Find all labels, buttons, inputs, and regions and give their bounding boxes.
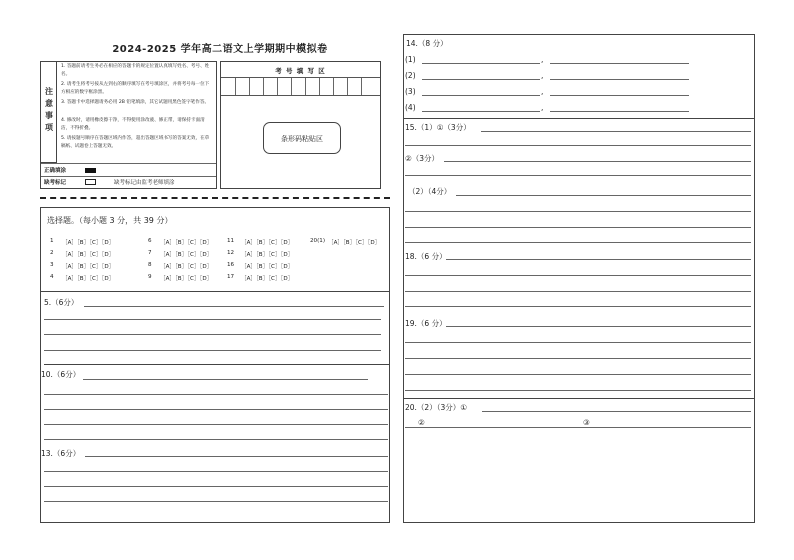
notice-label-column <box>41 62 57 163</box>
absent-label: 缺考标记 <box>44 180 67 186</box>
sub-question-label: (1) <box>405 55 416 64</box>
notice-label <box>43 86 55 134</box>
sub-question-label: (4) <box>405 103 416 112</box>
choice-options[interactable]: ［A］［B］［C］［D］ <box>62 264 115 270</box>
notice-item: 2. 请考生将考号按从左到右的顺序填写在考号填涂区，并将考号每一位下方相应的数字框涂黑。 <box>61 82 210 96</box>
choice-options[interactable]: ［A］［B］［C］［D］ <box>160 276 213 282</box>
question-label: 18.（6 分） <box>405 252 447 261</box>
notice-item: 3. 答题卡中选择题请务必用 2B 铅笔填涂，其它试题用黑色签字笔作答。 <box>61 100 210 105</box>
choice-item-num: 4 <box>50 274 54 280</box>
absent-checkbox[interactable] <box>85 179 96 185</box>
choice-options[interactable]: ［A］［B］［C］［D］ <box>62 276 115 282</box>
choice-options[interactable]: ［A］［B］［C］［D］ <box>160 264 213 270</box>
question-label: 10.（6分） <box>41 370 81 379</box>
choice-options[interactable]: ［A］［B］［C］［D］ <box>241 276 294 282</box>
correct-fill-sample <box>85 168 96 173</box>
choice-options[interactable]: ［A］［B］［C］［D］ <box>62 252 115 258</box>
cut-line <box>40 197 390 199</box>
choice-item-num: 17 <box>227 274 235 280</box>
comma: , <box>541 103 544 112</box>
choice-item-num: 3 <box>50 262 54 268</box>
choice-item-num: 8 <box>148 262 152 268</box>
choice-options[interactable]: ［A］［B］［C］［D］ <box>241 240 294 246</box>
notice-label-char: 意 <box>45 99 53 108</box>
correct-fill-label: 正确填涂 <box>44 168 67 174</box>
choice-item-num: 9 <box>148 274 152 280</box>
choice-item-num: 11 <box>227 238 235 244</box>
exam-id-title: 考 号 填 写 区 <box>275 67 326 75</box>
comma: , <box>541 87 544 96</box>
choice-item-num: 12 <box>227 250 235 256</box>
sub-question-label: ②（3分） <box>405 154 439 163</box>
choice-options[interactable]: ［A］［B］［C］［D］ <box>241 252 294 258</box>
notice-label-char: 注 <box>45 87 53 96</box>
choice-options[interactable]: ［A］［B］［C］［D］ <box>160 240 213 246</box>
choice-options[interactable]: ［A］［B］［C］［D］ <box>160 252 213 258</box>
notice-item: 4. 修改时，请用橡皮擦干净，不得使用涂改液、修正带，请保持卡面清洁，不得折叠。 <box>61 118 205 132</box>
choice-item-num: 16 <box>227 262 235 268</box>
choice-item-num: 6 <box>148 238 152 244</box>
choice-options[interactable]: ［A］［B］［C］［D］ <box>62 240 115 246</box>
sub-question-label: (2) <box>405 71 416 80</box>
notice-label-char: 事 <box>45 111 53 120</box>
choice-item-num: 20(1) <box>310 238 326 244</box>
sub-question-label: (3) <box>405 87 416 96</box>
question-label: 13.（6分） <box>41 449 81 458</box>
barcode-area <box>263 122 341 154</box>
absent-note: 缺考标记由监考老师填涂 <box>114 180 175 186</box>
notice-item: 5. 请按题号顺序在答题区域内作答，超出答题区域书写的答案无效，在草稿纸、试题卷上答题无效。 <box>61 136 210 150</box>
question-label: 5.（6分） <box>44 298 79 307</box>
exam-id-grid[interactable] <box>221 77 380 96</box>
sub-question-label: ② <box>418 418 425 427</box>
sub-question-label: （2）（4分） <box>408 187 452 196</box>
exam-id-box <box>220 61 381 189</box>
choice-options[interactable]: ［A］［B］［C］［D］ <box>328 240 381 246</box>
comma: , <box>541 55 544 64</box>
sub-question-label: ③ <box>583 418 590 427</box>
choice-item-num: 1 <box>50 238 54 244</box>
notice-item: 1. 答题前请考生务必在相应的答题卡的规定位置认真填写姓名、考号、姓名。 <box>61 64 210 78</box>
choice-item-num: 7 <box>148 250 152 256</box>
question-label: 15.（1）①（3分） <box>405 123 471 132</box>
question-label: 20.（2）（3分）① <box>405 403 467 412</box>
choice-item-num: 2 <box>50 250 54 256</box>
question-label: 14.（8 分） <box>406 39 448 48</box>
question-label: 19.（6 分） <box>405 319 447 328</box>
choice-title: 选择题。（每小题 3 分，共 39 分） <box>47 216 173 225</box>
right-answer-box <box>403 34 755 523</box>
notice-box <box>40 61 217 189</box>
choice-box <box>40 207 390 292</box>
notice-label-char: 项 <box>45 123 53 132</box>
comma: , <box>541 71 544 80</box>
left-answer-box <box>40 292 390 523</box>
choice-options[interactable]: ［A］［B］［C］［D］ <box>241 264 294 270</box>
page-title: 2024-2025 学年高二语文上学期期中模拟卷 <box>112 44 328 55</box>
barcode-label: 条形码粘贴区 <box>281 135 323 143</box>
